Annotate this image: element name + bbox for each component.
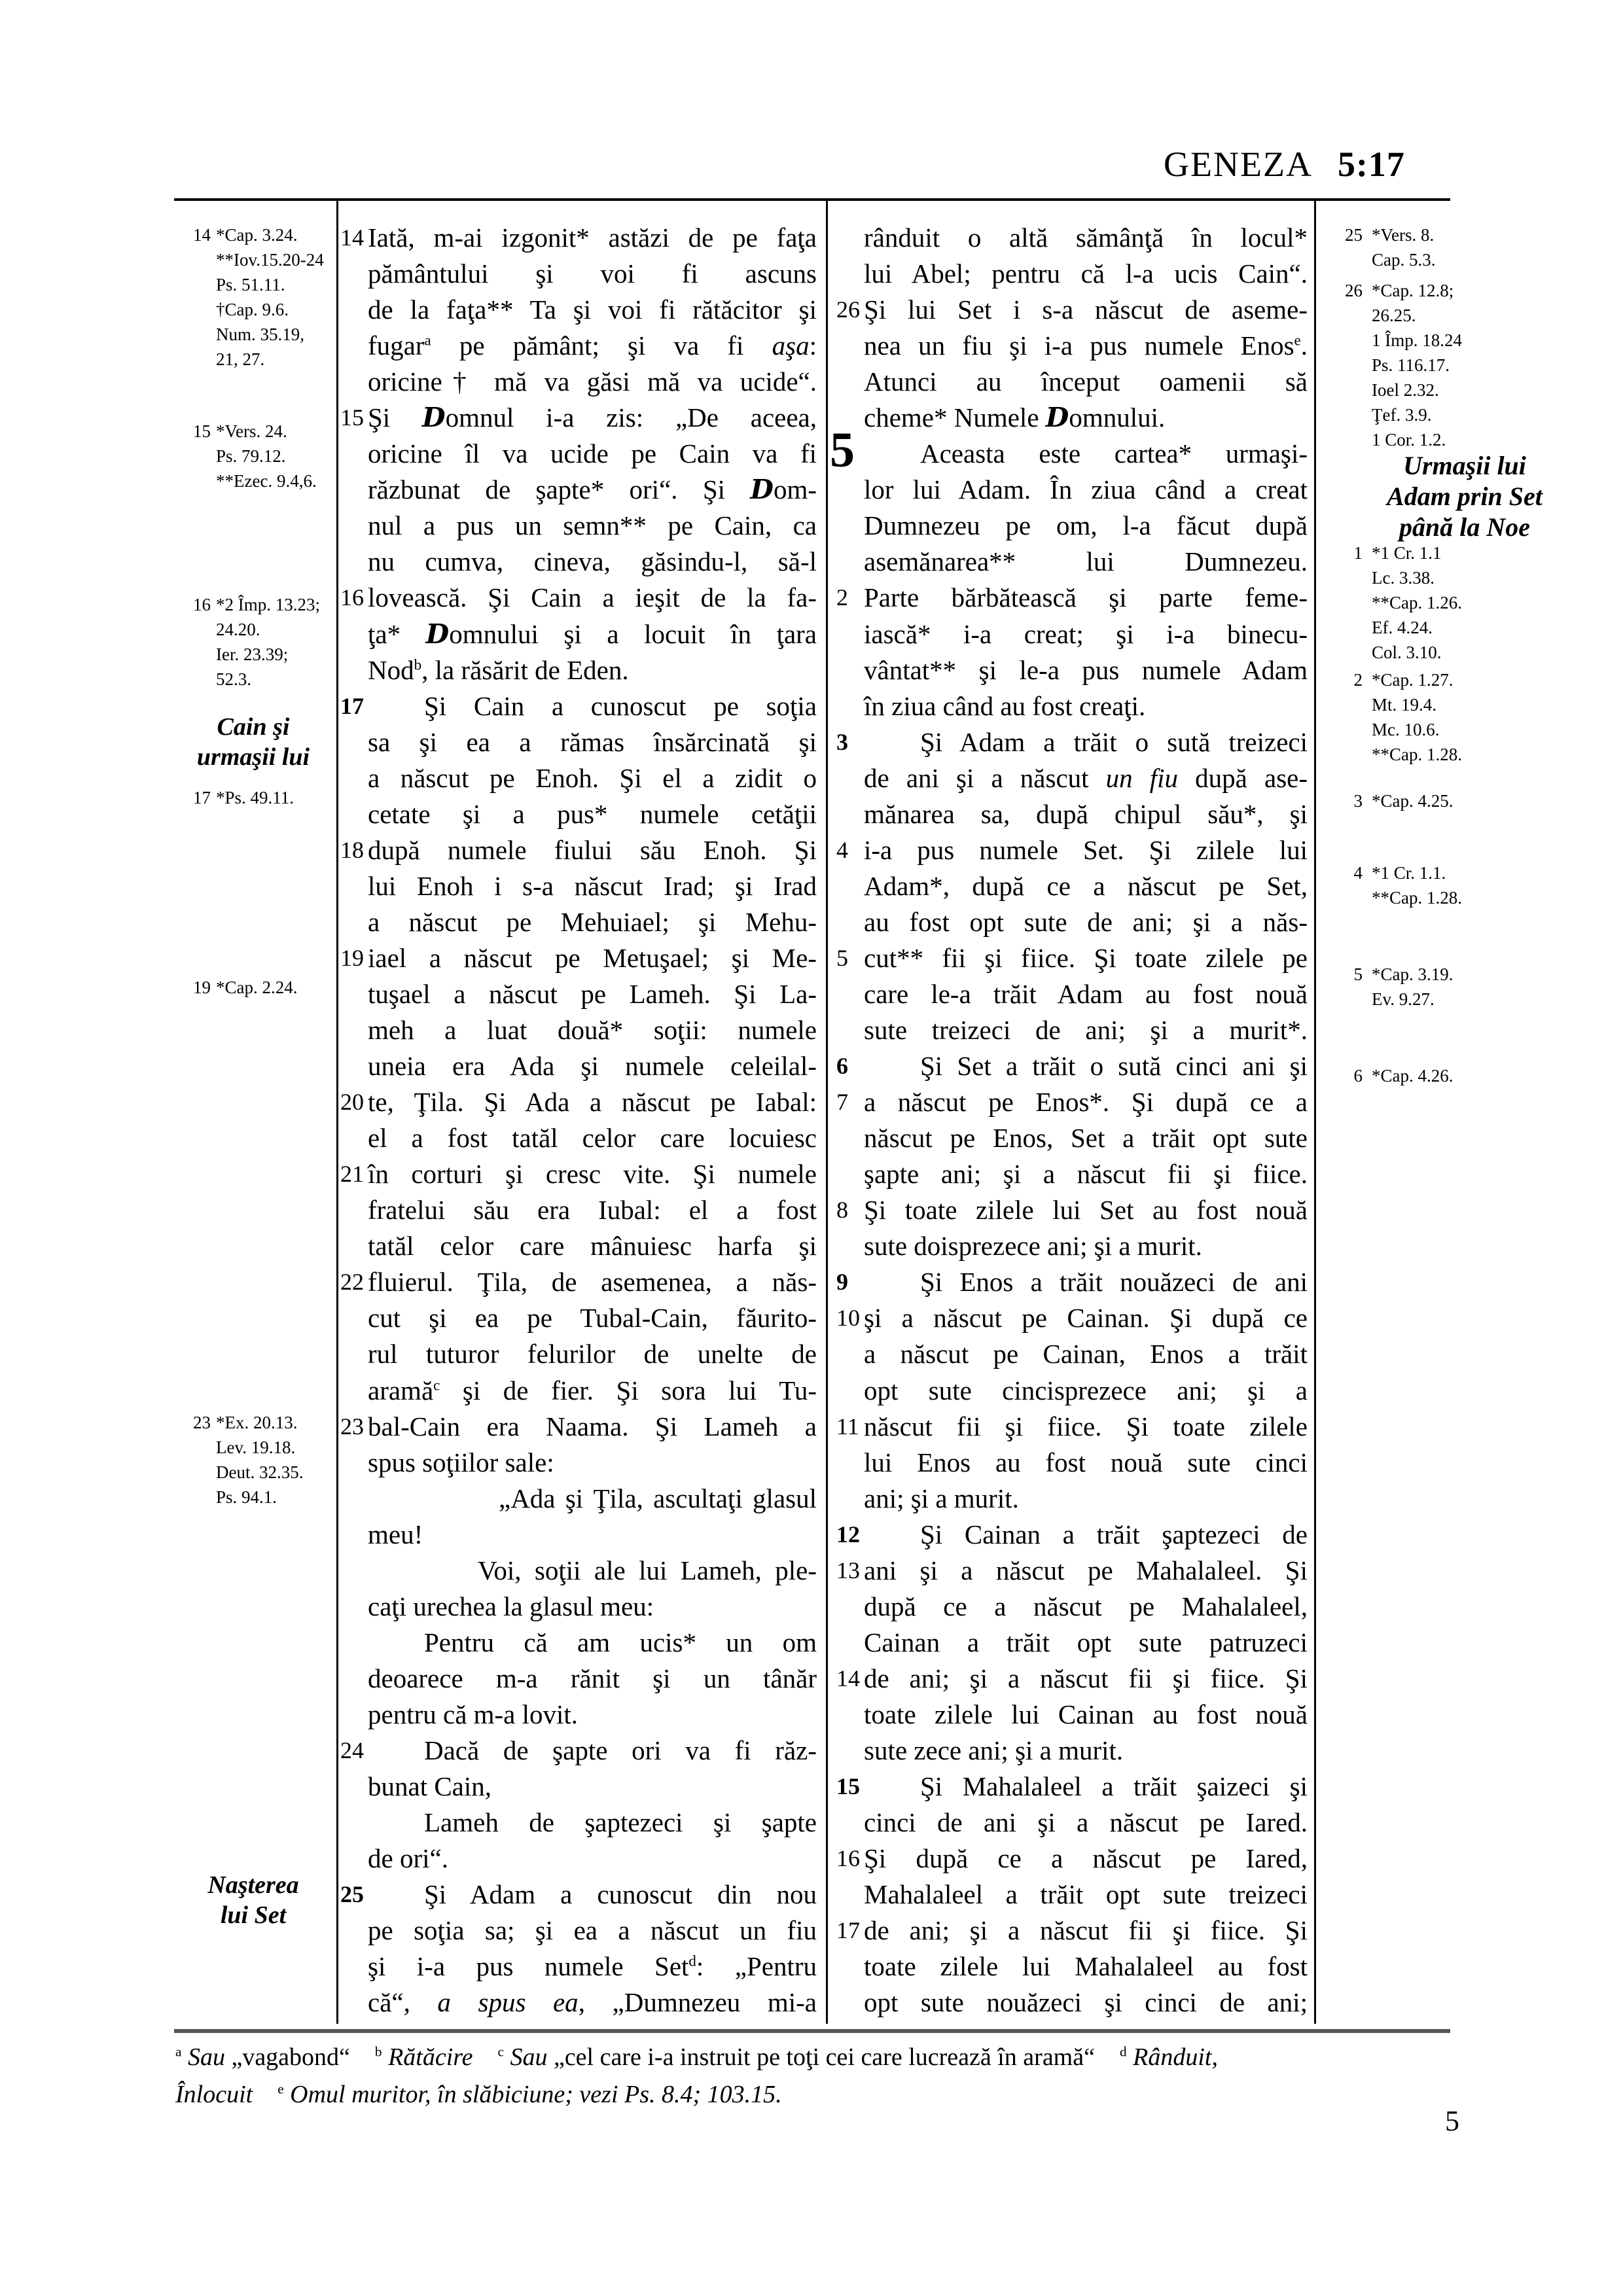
margin-cross-reference: *Cap. 3.24. [216, 225, 298, 245]
footnote-line: $^a$ Sau „vagabond“ $^b$ Rătăcire $^c$ Sau „cel care i-a instruit pe toţi cei care lucrează în aramă“ $^d$ Rânduit, [175, 2043, 1218, 2071]
margin-cross-reference: †Cap. 9.6. [216, 300, 289, 319]
verse-line: şi a născut pe Cainan. Şi după ce 10 [864, 1300, 1308, 1336]
margin-note [171, 419, 335, 493]
margin-cross-reference: **Ezec. 9.4,6. [216, 471, 317, 491]
verse-number: 4 [836, 836, 848, 863]
verse-line: Şi Set a trăit o sută cinci ani şi 6 [864, 1048, 1308, 1084]
page-number: 5 [1445, 2105, 1459, 2137]
margin-cross-reference: Deut. 32.35. [216, 1462, 304, 1482]
verse-number: 19 [340, 944, 364, 971]
verse-line: Dumnezeu pe om, l-a făcut după [864, 510, 1308, 541]
margin-cross-reference: *Cap. 12.8; [1372, 281, 1454, 300]
verse-line: fugar$^a$ pe pământ; şi va fi aşa: [368, 330, 817, 361]
verse-line: pământului şi voi fi ascuns [368, 258, 817, 289]
verse-line: lui Abel; pentru că l-a ucis Cain“. [864, 258, 1308, 289]
verse-line: oricine† mă va găsi mă va ucide“. [368, 366, 817, 397]
section-heading [1319, 450, 1610, 542]
verse-line: Cainan a trăit opt sute patruzeci [864, 1627, 1308, 1657]
verse-number: 15 [340, 404, 364, 431]
verse-number: 14 [340, 224, 364, 251]
verse-line: rul tuturor felurilor de unelte de [368, 1339, 817, 1369]
header-chapter-verse-reference: 5:17 [1337, 145, 1405, 184]
verse-line: nul a pus un semn** pe Cain, ca [368, 510, 817, 541]
verse-number: 17 [340, 692, 364, 719]
margin-note [1319, 222, 1610, 272]
verse-line: te, Ţila. Şi Ada a născut pe Iabal: 20 [368, 1084, 817, 1120]
verse-line: sa şi ea a rămas însărcinată şi [368, 726, 817, 757]
verse-line: rânduit o altă sămânţă în locul* [864, 222, 1308, 253]
margin-note [1319, 860, 1610, 910]
verse-line: nu cumva, cineva, găsindu-l, să-l [368, 546, 817, 577]
verse-line: Şi Adam a trăit o sută treizeci 3 [864, 724, 1308, 760]
verse-number: 16 [340, 584, 364, 611]
margin-cross-reference: *Cap. 3.19. [1372, 964, 1454, 984]
verse-line: tatăl celor care mânuiesc harfa şi [368, 1231, 817, 1262]
margin-cross-reference: Mc. 10.6. [1372, 720, 1440, 739]
verse-line: care le-a trăit Adam au fost nouă [864, 978, 1308, 1009]
margin-cross-reference: Ier. 23.39; [216, 645, 289, 664]
verse-number: 12 [836, 1521, 860, 1547]
verse-line: după numele fiului său Enoh. Şi 18 [368, 832, 817, 868]
margin-cross-reference: *Vers. 8. [1372, 225, 1435, 245]
verse-line: vântat** şi le-a pus numele Adam [864, 654, 1308, 685]
margin-cross-reference: Ps. 51.11. [216, 275, 285, 294]
ornamental-capital-D: D [422, 402, 446, 434]
verse-line: ani şi a născut pe Mahalaleel. Şi 13 [864, 1553, 1308, 1589]
margin-note [171, 785, 335, 810]
margin-note [171, 592, 335, 692]
margin-cross-reference: *1 Cr. 1.1. [1372, 863, 1446, 883]
verse-line: cetate şi a pus* numele cetăţii [368, 798, 817, 829]
verse-line: de ori“. [368, 1843, 448, 1874]
verse-line: lui Enos au fost nouă sute cinci [864, 1447, 1308, 1477]
margin-cross-reference: *Cap. 1.27. [1372, 670, 1454, 690]
verse-line: născut fii şi fiice. Şi toate zilele 11 [864, 1409, 1308, 1445]
verse-line: cheme* Numele Domnului. [864, 402, 1166, 434]
verse-line: de ani; şi a născut fii şi fiice. Şi 14 [864, 1661, 1308, 1697]
verse-line: asemănarea** lui Dumnezeu. [864, 546, 1308, 577]
verse-line: Şi Enos a trăit nouăzeci de ani 9 [864, 1264, 1308, 1300]
section-heading-line: Adam prin Set [1387, 482, 1543, 511]
verse-line: sute doisprezece ani; şi a murit. [864, 1231, 1202, 1262]
verse-line: după ce a născut pe Mahalaleel, [864, 1591, 1308, 1621]
verse-line: nea un fiu şi i-a pus numele Enos$^e$. [864, 330, 1308, 361]
verse-line: Lameh de şaptezeci şi şapte [424, 1807, 817, 1838]
margin-cross-reference: *Cap. 4.26. [1372, 1066, 1454, 1086]
verse-number: 2 [836, 584, 848, 611]
verse-number: 20 [340, 1089, 364, 1116]
margin-note [1319, 788, 1610, 813]
margin-cross-reference: Lev. 19.18. [216, 1438, 296, 1457]
verse-number: 22 [340, 1269, 364, 1296]
section-heading-line: până la Noe [1399, 512, 1530, 542]
verse-line: el a fost tatăl celor care locuiesc [368, 1123, 817, 1154]
verse-line: fluierul. Ţila, de asemenea, a năs- 22 [368, 1264, 817, 1300]
header-rule [174, 198, 1450, 201]
verse-line: iască* i-a creat; şi i-a binecu- [864, 618, 1308, 649]
verse-line: şapte ani; şi a născut fii şi fiice. [864, 1159, 1308, 1190]
margin-cross-reference: 1 Cor. 1.2. [1372, 430, 1446, 450]
verse-line: de ani şi a născut un fiu după ase- [864, 762, 1308, 793]
verse-line: cut şi ea pe Tubal-Cain, făurito- [368, 1303, 817, 1333]
verse-line: pe soţia sa; şi ea a născut un fiu [368, 1915, 817, 1946]
margin-note-verse-number: 4 [1353, 863, 1363, 883]
margin-cross-reference: **Cap. 1.28. [1372, 888, 1462, 908]
verse-number: 13 [836, 1557, 860, 1583]
divider-center-columns [826, 201, 828, 2024]
margin-note [1319, 278, 1610, 452]
margin-cross-reference: Cap. 5.3. [1372, 250, 1436, 270]
margin-note [1319, 1063, 1610, 1088]
margin-cross-reference: 52.3. [216, 669, 251, 689]
verse-number: 25 [340, 1881, 364, 1908]
section-heading-line: Naşterea [207, 1871, 299, 1899]
verse-line: de ani; şi a născut fii şi fiice. Şi 17 [864, 1913, 1308, 1949]
verse-line: sute treizeci de ani; şi a murit*. [864, 1015, 1308, 1046]
margin-note-verse-number: 23 [193, 1413, 211, 1432]
margin-note-verse-number: 17 [193, 788, 211, 807]
ornamental-capital-D: D [425, 618, 450, 650]
verse-line: iael a născut pe Metuşael; şi Me- 19 [368, 940, 817, 976]
verse-line: pentru că m-a lovit. [368, 1699, 579, 1729]
margin-note-verse-number: 1 [1353, 543, 1363, 563]
verse-number: 5 [836, 944, 848, 971]
margin-cross-reference: Num. 35.19, [216, 325, 304, 344]
verse-line: sute zece ani; şi a murit. [864, 1735, 1124, 1765]
verse-line: în corturi şi cresc vite. Şi numele 21 [368, 1156, 817, 1192]
text-column-2 [836, 220, 1308, 2021]
verse-line: a născut pe Enoh. Şi el a zidit o [368, 762, 817, 793]
verse-line: bal-Cain era Naama. Şi Lameh a 23 [368, 1409, 817, 1445]
verse-line: Iată, m-ai izgonit* astăzi de pe faţa 14 [368, 220, 817, 256]
margin-cross-reference: *Cap. 2.24. [216, 978, 298, 997]
verse-number: 9 [836, 1269, 848, 1296]
header-book-title: GENEZA [1164, 145, 1313, 184]
margin-cross-reference: *Ex. 20.13. [216, 1413, 298, 1432]
verse-line: Voi, soţii ale lui Lameh, ple- [478, 1555, 817, 1585]
verse-line: Adam*, după ce a născut pe Set, [864, 870, 1308, 901]
verse-number: 16 [836, 1845, 860, 1872]
verse-line: cut** fii şi fiice. Şi toate zilele pe 5 [864, 940, 1308, 976]
verse-line: ţa* Domnului şi a locuit în ţara [368, 618, 817, 650]
verse-line: toate zilele lui Cainan au fost nouă [864, 1699, 1308, 1729]
margin-cross-reference: 26.25. [1372, 306, 1416, 325]
section-heading-line: urmaşii lui [196, 743, 310, 771]
margin-cross-reference: Col. 3.10. [1372, 643, 1442, 662]
margin-note [171, 222, 335, 372]
verse-line: Dacă de şapte ori va fi răz- 24 [368, 1733, 817, 1769]
verse-number: 17 [836, 1917, 860, 1944]
verse-line: Pentru că am ucis* un om [424, 1627, 817, 1657]
verse-line: aramă$^c$ şi de fier. Şi sora lui Tu- [368, 1375, 817, 1405]
section-heading-line: Cain şi [217, 713, 290, 741]
verse-line: că“, a spus ea, „Dumnezeu mi-a [368, 1987, 817, 2018]
section-heading-line: lui Set [220, 1901, 287, 1929]
verse-line: deoarece m-a rănit şi un tânăr [368, 1663, 817, 1693]
verse-number: 14 [836, 1665, 860, 1691]
verse-line: Aceasta este cartea* urmaşi- [920, 438, 1308, 469]
verse-number: 26 [836, 296, 860, 323]
section-heading [171, 1870, 335, 1930]
verse-line: opt sute nouăzeci şi cinci de ani; [864, 1987, 1308, 2018]
verse-line: fratelui său era Iubal: el a fost [368, 1195, 817, 1226]
verse-line: tuşael a născut pe Lameh. Şi La- [368, 978, 817, 1009]
verse-line: i-a pus numele Set. Şi zilele lui 4 [864, 832, 1308, 868]
margin-note [171, 1410, 335, 1510]
verse-line: lor lui Adam. În ziua când a creat [864, 474, 1308, 505]
ornamental-capital-D: D [750, 474, 774, 506]
margin-cross-reference: *Ps. 49.11. [216, 788, 294, 807]
verse-line: opt sute cincisprezece ani; şi a [864, 1375, 1308, 1405]
verse-line: Şi Adam a cunoscut din nou 25 [368, 1877, 817, 1913]
verse-line: bunat Cain, [368, 1771, 492, 1802]
verse-line: toate zilele lui Mahalaleel au fost [864, 1951, 1308, 1982]
margin-note-verse-number: 19 [193, 978, 211, 997]
verse-number: 8 [836, 1197, 848, 1224]
verse-number: 15 [836, 1773, 860, 1800]
verse-line: în ziua când au fost creaţi. [864, 690, 1146, 721]
margin-cross-reference: Lc. 3.38. [1372, 568, 1435, 588]
verse-line: „Ada şi Ţila, ascultaţi glasul [499, 1483, 817, 1513]
margin-cross-reference: Ioel 2.32. [1372, 380, 1439, 400]
verse-line: Şi Domnul i-a zis: „De aceea, 15 [368, 400, 817, 436]
verse-number: 10 [836, 1305, 860, 1332]
margin-note [171, 975, 335, 1000]
verse-number: 21 [340, 1161, 364, 1188]
margin-cross-reference: *Cap. 4.25. [1372, 791, 1454, 811]
verse-line: Şi Mahalaleel a trăit şaizeci şi 15 [864, 1769, 1308, 1805]
margin-note-verse-number: 3 [1353, 791, 1363, 811]
verse-line: lui Enoh i s-a născut Irad; şi Irad [368, 870, 817, 901]
footnote-line: Înlocuit $^e$ Omul muritor, în slăbiciune; vezi Ps. 8.4; 103.15. [175, 2081, 782, 2108]
text-column-1 [340, 220, 817, 2021]
verse-line: şi i-a pus numele Set$^d$: „Pentru [368, 1951, 817, 1982]
verse-line: cinci de ani şi a născut pe Iared. [864, 1807, 1308, 1838]
verse-line: a născut pe Cainan, Enos a trăit [864, 1339, 1308, 1369]
margin-cross-reference: **Cap. 1.28. [1372, 745, 1462, 764]
verse-number: 7 [836, 1089, 848, 1116]
verse-number: 24 [340, 1737, 364, 1763]
verse-number: 3 [836, 728, 848, 755]
verse-line: de la faţa** Ta şi voi fi rătăcitor şi [368, 294, 817, 325]
margin-note-verse-number: 25 [1345, 225, 1363, 245]
verse-line: Şi toate zilele lui Set au fost nouă 8 [864, 1192, 1308, 1228]
page-header [1164, 144, 1405, 185]
verse-line: meu! [368, 1519, 423, 1549]
margin-note [1319, 540, 1610, 665]
margin-cross-reference: Ev. 9.27. [1372, 989, 1435, 1009]
verse-number: 23 [340, 1413, 364, 1439]
margin-cross-reference: Ţef. 3.9. [1372, 405, 1432, 425]
margin-cross-reference: 24.20. [216, 620, 260, 639]
margin-note-verse-number: 14 [193, 225, 211, 245]
margin-cross-reference: *Vers. 24. [216, 421, 287, 441]
margin-cross-reference: *1 Cr. 1.1 [1372, 543, 1442, 563]
verse-line: a născut pe Enos*. Şi după ce a 7 [864, 1084, 1308, 1120]
margin-cross-reference: Ps. 94.1. [216, 1487, 277, 1507]
verse-line: Parte bărbătească şi parte feme- 2 [864, 580, 1308, 616]
margin-cross-reference: Ef. 4.24. [1372, 618, 1433, 637]
verse-line: Mahalaleel a trăit opt sute treizeci [864, 1879, 1308, 1910]
verse-line: meh a luat două* soţii: numele [368, 1015, 817, 1046]
verse-line: a născut pe Mehuiael; şi Mehu- [368, 906, 817, 937]
chapter-number: 5 [830, 423, 855, 478]
margin-cross-reference: Mt. 19.4. [1372, 695, 1437, 715]
margin-note-verse-number: 6 [1353, 1066, 1363, 1086]
margin-note-verse-number: 5 [1353, 964, 1363, 984]
margin-note-verse-number: 15 [193, 421, 211, 441]
section-heading [171, 712, 335, 772]
section-heading-line: Urmaşii lui [1403, 451, 1526, 480]
verse-line: oricine îl va ucide pe Cain va fi [368, 438, 817, 469]
margin-note-verse-number: 2 [1353, 670, 1363, 690]
margin-note [1319, 667, 1610, 767]
verse-line: născut pe Enos, Set a trăit opt sute [864, 1123, 1308, 1154]
verse-line: caţi urechea la glasul meu: [368, 1591, 654, 1621]
margin-cross-reference: 21, 27. [216, 349, 265, 369]
margin-note-verse-number: 26 [1345, 281, 1363, 300]
verse-line: Atunci au început oamenii să [864, 366, 1308, 397]
margin-cross-reference: **Cap. 1.26. [1372, 593, 1462, 612]
verse-line: Şi Cain a cunoscut pe soţia 17 [368, 688, 817, 724]
verse-line: Şi după ce a născut pe Iared, 16 [864, 1841, 1308, 1877]
verse-number: 6 [836, 1053, 848, 1080]
verse-number: 11 [836, 1413, 859, 1439]
verse-line: ani; şi a murit. [864, 1483, 1019, 1513]
verse-line: uneia era Ada şi numele celeilal- [368, 1051, 817, 1082]
margin-cross-reference: Ps. 116.17. [1372, 355, 1450, 375]
footnotes [175, 2039, 1452, 2113]
margin-cross-reference: 1 Împ. 18.24 [1372, 330, 1462, 350]
verse-line: lovească. Şi Cain a ieşit de la fa- 16 [368, 580, 817, 616]
divider-left-margin [336, 201, 338, 2024]
verse-line: Şi Cainan a trăit şaptezeci de 12 [864, 1517, 1308, 1553]
divider-right-margin [1314, 201, 1316, 2024]
margin-cross-reference: **Iov.15.20-24 [216, 250, 324, 270]
verse-line: au fost opt sute de ani; şi a năs- [864, 906, 1308, 937]
margin-note-verse-number: 16 [193, 595, 211, 614]
ornamental-capital-D: D [1045, 402, 1069, 434]
verse-line: Şi lui Set i s-a născut de aseme- 26 [864, 292, 1308, 328]
verse-line: răzbunat de şapte* ori“. Şi Dom- [368, 474, 817, 506]
margin-note [1319, 962, 1610, 1012]
verse-number: 18 [340, 836, 364, 863]
verse-line: spus soţiilor sale: [368, 1447, 554, 1477]
margin-cross-reference: Ps. 79.12. [216, 446, 286, 466]
footnote-rule [174, 2029, 1450, 2033]
margin-cross-reference: *2 Împ. 13.23; [216, 595, 320, 614]
verse-line: Nod$^b$, la răsărit de Eden. [368, 654, 629, 685]
verse-line: mănarea sa, după chipul său*, şi [864, 798, 1308, 829]
